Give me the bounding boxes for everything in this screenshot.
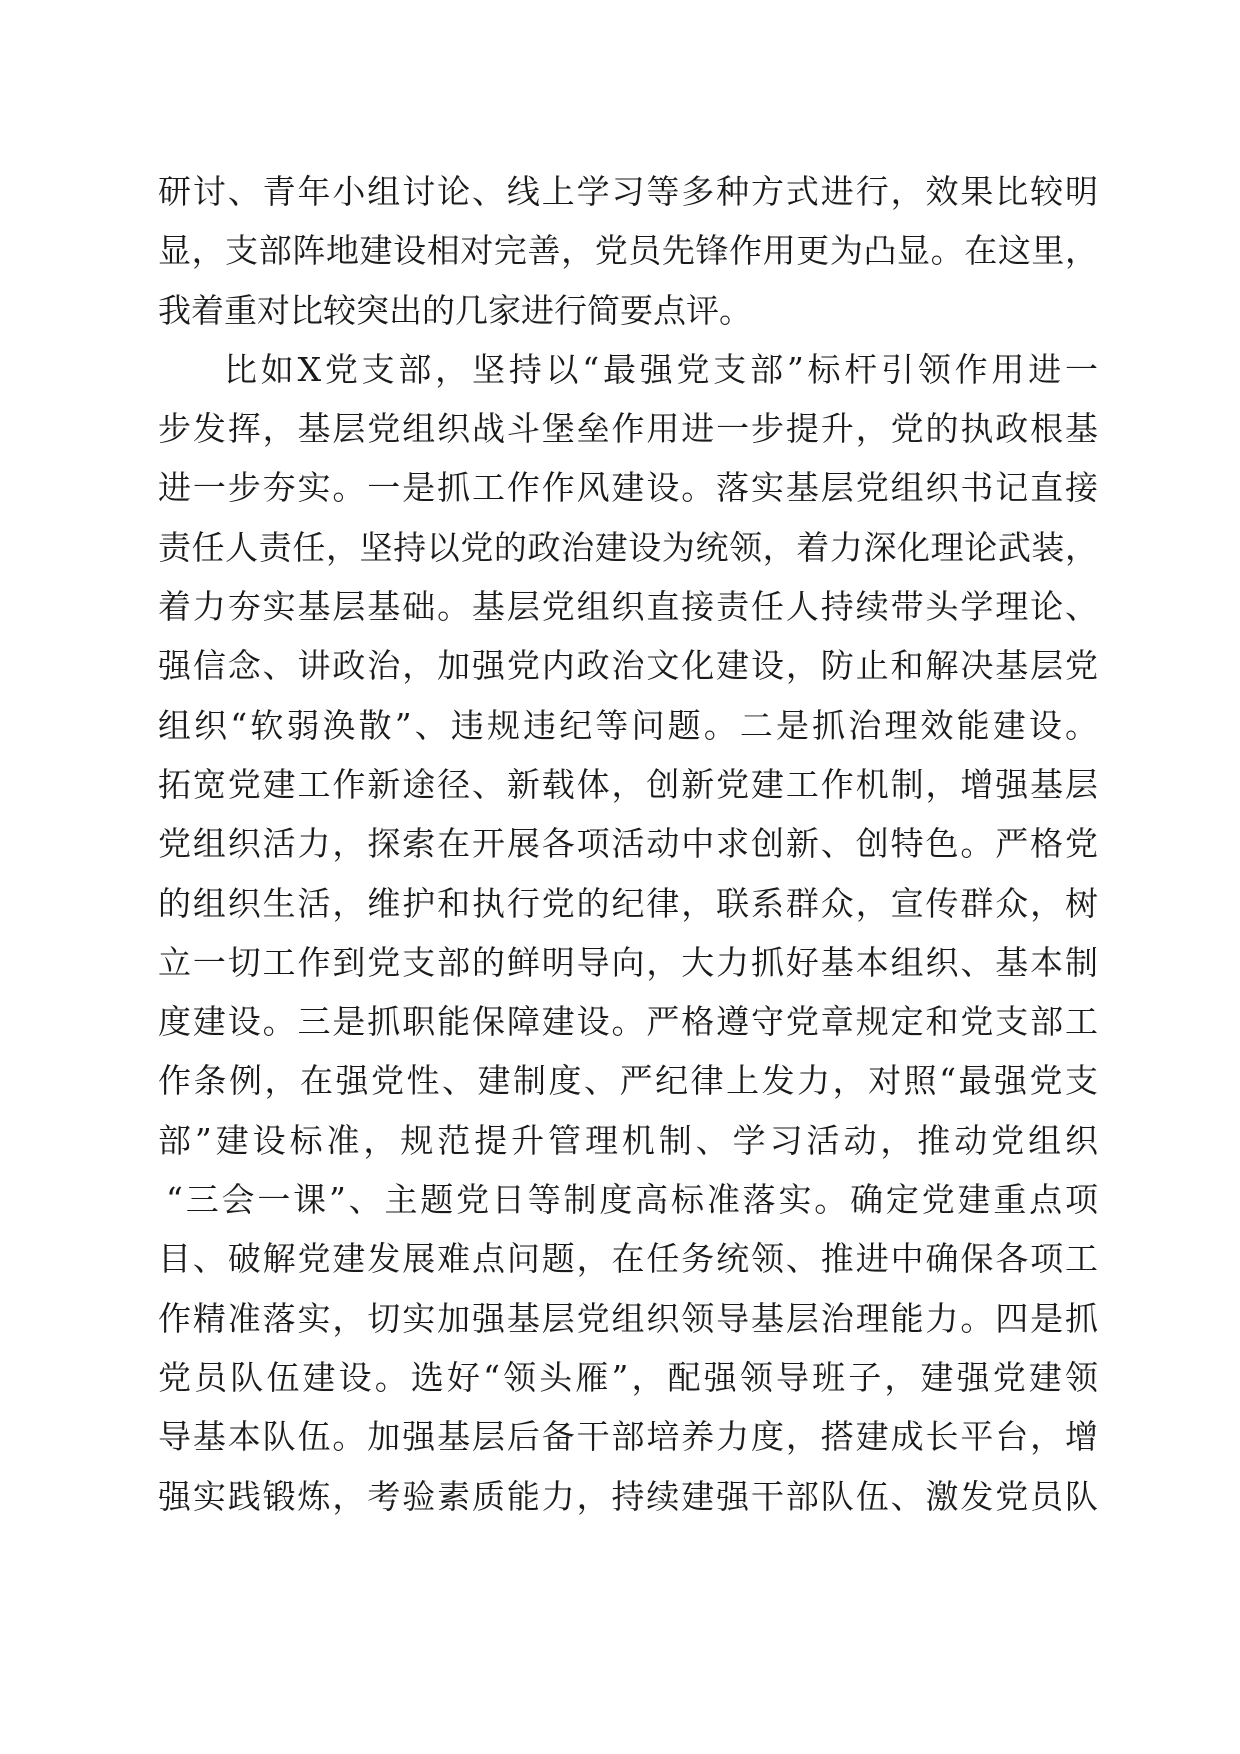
text-line: 我着重对比较突出的几家进行简要点评。: [158, 290, 752, 330]
text-line: 度建设。三是抓职能保障建设。严格遵守党章规定和党支部工: [158, 1002, 1098, 1042]
text-line: 责任人责任，坚持以党的政治建设为统领，着力深化理论武装，: [158, 527, 1098, 567]
text-line: 拓宽党建工作新途径、新载体，创新党建工作机制，增强基层: [158, 764, 1098, 804]
text-line: 部”建设标准，规范提升管理机制、学习活动，推动党组织: [158, 1120, 1098, 1160]
text-line: 党组织活力，探索在开展各项活动中求创新、创特色。严格党: [158, 824, 1098, 864]
body-text: [158, 162, 1098, 1526]
text-line: 进一步夯实。一是抓工作作风建设。落实基层党组织书记直接: [158, 468, 1098, 508]
text-line: 着力夯实基层基础。基层党组织直接责任人持续带头学理论、: [158, 587, 1098, 627]
text-line: 强信念、讲政治，加强党内政治文化建设，防止和解决基层党: [158, 646, 1098, 686]
text-line: 强实践锻炼，考验素质能力，持续建强干部队伍、激发党员队: [158, 1476, 1098, 1516]
text-line: “三会一课”、主题党日等制度高标准落实。确定党建重点项: [166, 1180, 1098, 1220]
text-line: 作精准落实，切实加强基层党组织领导基层治理能力。四是抓: [158, 1298, 1098, 1338]
text-line: 党员队伍建设。选好“领头雁”，配强领导班子，建强党建领: [158, 1357, 1098, 1397]
text-line: 研讨、青年小组讨论、线上学习等多种方式进行，效果比较明: [158, 172, 1098, 211]
text-line: 组织“软弱涣散”、违规违纪等问题。二是抓治理效能建设。: [158, 705, 1098, 745]
text-line: 目、破解党建发展难点问题，在任务统领、推进中确保各项工: [158, 1239, 1098, 1279]
text-line: 的组织生活，维护和执行党的纪律，联系群众，宣传群众，树: [158, 883, 1098, 923]
text-line: 显，支部阵地建设相对完善，党员先锋作用更为凸显。在这里，: [158, 231, 1098, 271]
text-line: 立一切工作到党支部的鲜明导向，大力抓好基本组织、基本制: [158, 942, 1098, 982]
text-line: 步发挥，基层党组织战斗堡垒作用进一步提升，党的执政根基: [158, 409, 1098, 449]
text-line: 作条例，在强党性、建制度、严纪律上发力，对照“最强党支: [158, 1061, 1098, 1101]
paragraph-first-line: 比如X党支部，坚持以“最强党支部”标杆引领作用进一: [224, 349, 1098, 389]
text-line: 导基本队伍。加强基层后备干部培养力度，搭建成长平台，增: [158, 1417, 1098, 1457]
